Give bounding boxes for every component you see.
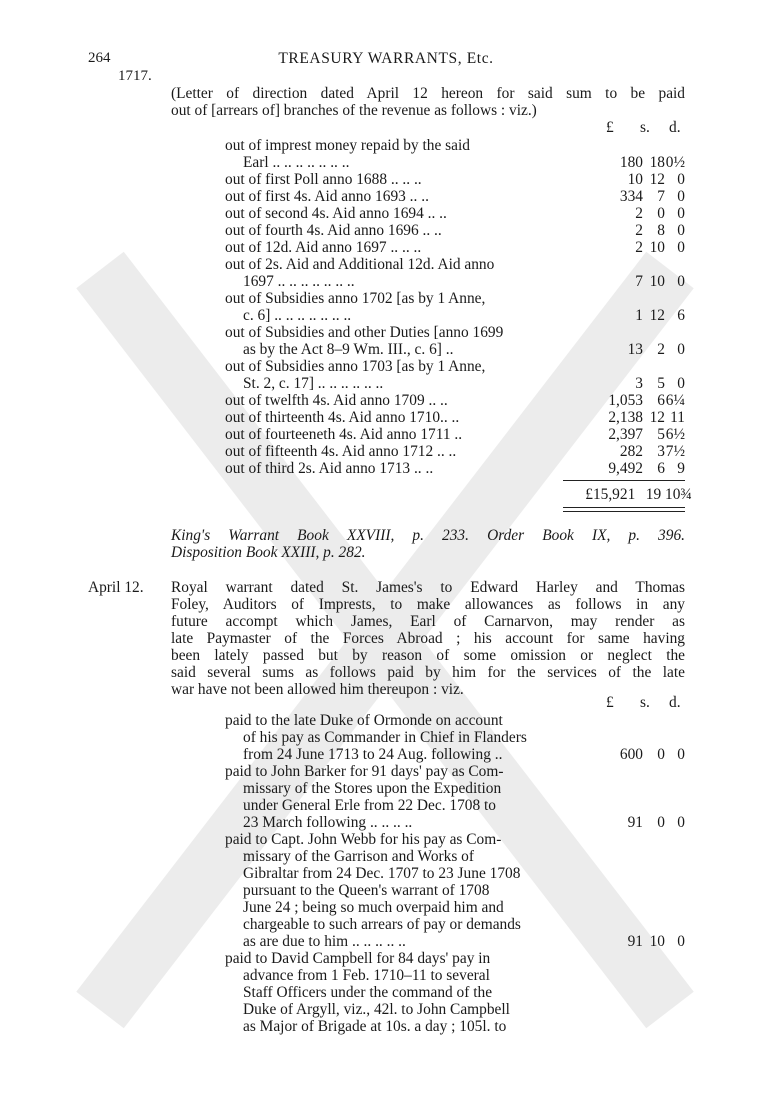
item-text: paid to the late Duke of Ormonde on account [225,712,503,729]
item-text: as Major of Brigade at 10s. a day ; 105l. to [243,1018,507,1035]
list-item-line [225,729,685,746]
reference-line: Disposition Book XXIII, p. 282. [171,544,366,561]
item-text: chargeable to such arrears of pay or demands [243,916,521,933]
item-text: out of second 4s. Aid anno 1694 .. .. [225,205,447,222]
year-margin: 1717. [118,68,152,84]
list-item-line [225,341,685,358]
item-text: Earl .. .. .. .. .. .. .. [243,154,350,171]
item-amount [595,375,685,392]
amount-pounds: 3 [635,375,643,392]
reference-line: King's Warrant Book XXVIII, p. 233. Order Book IX, p. 396. [171,527,685,544]
entry-date: April 12. [88,579,144,596]
item-text: out of first 4s. Aid anno 1693 .. .. [225,188,429,205]
amount-pence: 0 [677,814,685,831]
item-text: as are due to him .. .. .. .. .. [243,933,406,950]
item-text: missary of the Garrison and Works of [243,848,475,865]
list-item-line [225,712,685,729]
amount-shillings: 10 [649,933,665,950]
item-text: pursuant to the Queen's warrant of 1708 [243,882,490,899]
item-amount [595,814,685,831]
amount-pounds: 2,138 [608,409,643,426]
amount-pounds: 91 [627,814,643,831]
total-pence: 10¾ [665,486,692,503]
amount-pence: 0 [677,188,685,205]
amount-pounds: 2 [635,222,643,239]
amount-shillings: 0 [657,746,665,763]
amount-pounds: 10 [627,171,643,188]
amount-pence: 0½ [665,154,685,171]
amount-pence: 0 [677,222,685,239]
amount-shillings: 3 [657,443,665,460]
amount-pounds: 2 [635,239,643,256]
amount-shillings: 0 [657,205,665,222]
amount-pence: 0 [677,341,685,358]
entry-line: late Paymaster of the Forces Abroad ; his account for same having [171,630,685,647]
list-item-line [225,307,685,324]
pounds-header: £ [606,694,614,711]
amount-shillings: 10 [649,239,665,256]
total-amount [555,486,692,503]
item-text: of his pay as Commander in Chief in Flanders [243,729,527,746]
list-item-line [225,375,685,392]
shillings-header: s. [640,694,650,711]
amount-shillings: 0 [657,814,665,831]
list-item-line [225,137,685,154]
list-item-line [225,984,685,1001]
item-text: out of thirteenth 4s. Aid anno 1710.. .. [225,409,460,426]
allowance-list [225,712,685,1035]
list-item-line [225,1001,685,1018]
total-shillings: 19 [645,486,662,503]
amount-shillings: 2 [657,341,665,358]
entry-line: said several sums as follows paid by him for the services of the late [171,664,685,681]
list-item-line [225,933,685,950]
entry-line: future accompt which James, Earl of Carnarvon, may render as [171,613,685,630]
item-text: St. 2, c. 17] .. .. .. .. .. .. [243,375,384,392]
list-item-line [225,392,685,409]
total-row [225,486,692,503]
item-text: from 24 June 1713 to 24 Aug. following .. [243,746,503,763]
list-item-line [225,460,685,477]
item-text: out of fourteeneth 4s. Aid anno 1711 .. [225,426,463,443]
item-text: 1697 .. .. .. .. .. .. .. [243,273,355,290]
amount-shillings: 5 [657,375,665,392]
item-amount [595,341,685,358]
item-text: out of 2s. Aid and Additional 12d. Aid anno [225,256,495,273]
total-pounds: £15,921 [585,486,636,503]
amount-pence: 0 [677,933,685,950]
sum-rule [563,480,685,481]
list-item-line [225,205,685,222]
amount-pence: 0 [677,375,685,392]
item-text: out of imprest money repaid by the said [225,137,470,154]
amount-shillings: 12 [649,171,665,188]
intro-line: (Letter of direction dated April 12 hereon for said sum to be paid [171,85,685,102]
entry-line: Royal warrant dated St. James's to Edward Harley and Thomas [171,579,685,596]
amount-pounds: 2,397 [608,426,643,443]
amount-shillings: 18 [649,154,665,171]
item-amount [595,392,685,409]
shillings-header: s. [640,119,650,136]
item-text: Duke of Argyll, viz., 42l. to John Campbell [243,1001,510,1018]
allocation-list [225,137,685,477]
amount-pence: 0 [677,273,685,290]
item-amount [595,426,685,443]
item-amount [595,746,685,763]
list-item-line [225,154,685,171]
item-text: out of fourth 4s. Aid anno 1696 .. .. [225,222,442,239]
list-item-line [225,865,685,882]
list-item-line [225,882,685,899]
amount-shillings: 5 [657,426,665,443]
running-title: TREASURY WARRANTS, Etc. [278,50,494,67]
list-item-line [225,256,685,273]
pounds-header: £ [606,119,614,136]
amount-pounds: 282 [619,443,643,460]
amount-pounds: 7 [635,273,643,290]
item-amount [595,933,685,950]
amount-shillings: 7 [657,188,665,205]
list-item-line [225,899,685,916]
amount-shillings: 10 [649,273,665,290]
total-double-rule [563,507,685,512]
list-item-line [225,831,685,848]
amount-pounds: 1 [635,307,643,324]
list-item-line [225,848,685,865]
amount-pounds: 180 [619,154,643,171]
amount-pence: 0 [677,239,685,256]
amount-shillings: 8 [657,222,665,239]
list-item-line [225,916,685,933]
amount-pounds: 2 [635,205,643,222]
item-text: Staff Officers under the command of the [243,984,493,1001]
item-amount [595,222,685,239]
item-text: out of 12d. Aid anno 1697 .. .. .. [225,239,422,256]
item-amount [595,443,685,460]
item-amount [595,460,685,477]
amount-pounds: 1,053 [608,392,643,409]
page-number: 264 [88,50,111,66]
entry-line: Foley, Auditors of Imprests, to make allowances as follows in any [171,596,685,613]
entry-line: war have not been allowed him thereupon : viz. [171,681,464,698]
list-item-line [225,814,685,831]
amount-pounds: 13 [627,341,643,358]
list-item-line [225,763,685,780]
amount-pence: 11 [670,409,685,426]
item-text: c. 6] .. .. .. .. .. .. .. [243,307,352,324]
amount-pence: 0 [677,171,685,188]
pence-header: d. [669,119,681,136]
item-text: out of first Poll anno 1688 .. .. .. [225,171,422,188]
item-text: out of Subsidies and other Duties [anno 1699 [225,324,504,341]
item-text: Gibraltar from 24 Dec. 1707 to 23 June 1708 [243,865,521,882]
amount-pence: 0 [677,746,685,763]
list-item-line [225,780,685,797]
list-item-line [225,273,685,290]
item-text: 23 March following .. .. .. .. [243,814,413,831]
item-amount [595,154,685,171]
amount-pence: 6 [677,307,685,324]
entry-paragraph [171,579,685,698]
item-text: missary of the Stores upon the Expedition [243,780,502,797]
amount-shillings: 12 [649,307,665,324]
item-text: out of Subsidies anno 1702 [as by 1 Anne, [225,290,486,307]
item-text: June 24 ; being so much overpaid him and [243,899,504,916]
item-text: under General Erle from 22 Dec. 1708 to [243,797,496,814]
list-item-line [225,950,685,967]
item-text: out of fifteenth 4s. Aid anno 1712 .. .. [225,443,457,460]
item-text: out of twelfth 4s. Aid anno 1709 .. .. [225,392,448,409]
list-item-line [225,746,685,763]
amount-pounds: 600 [619,746,643,763]
item-text: advance from 1 Feb. 1710–11 to several [243,967,490,984]
pence-header: d. [669,694,681,711]
amount-shillings: 12 [649,409,665,426]
amount-pounds: 334 [619,188,643,205]
item-amount [595,307,685,324]
entry-line: been lately passed but by reason of some omission or neglect the [171,647,685,664]
item-amount [595,188,685,205]
list-item-line [225,1018,685,1035]
amount-pounds: 9,492 [608,460,643,477]
item-text: as by the Act 8–9 Wm. III., c. 6] .. [243,341,454,358]
amount-shillings: 6 [657,392,665,409]
list-item-line [225,426,685,443]
list-item-line [225,290,685,307]
list-item-line [225,967,685,984]
references [171,527,685,561]
item-text: out of Subsidies anno 1703 [as by 1 Anne, [225,358,486,375]
amount-pence: 7½ [665,443,685,460]
amount-shillings: 6 [657,460,665,477]
list-item-line [225,358,685,375]
list-item-line [225,409,685,426]
amount-pence: 9 [677,460,685,477]
item-text: paid to John Barker for 91 days' pay as Com- [225,763,504,780]
list-item-line [225,324,685,341]
list-item-line [225,239,685,256]
intro-line: out of [arrears of] branches of the revenue as follows : viz.) [171,102,537,119]
item-text: paid to Capt. John Webb for his pay as Com- [225,831,502,848]
amount-pence: 0 [677,205,685,222]
list-item-line [225,188,685,205]
list-item-line [225,222,685,239]
intro-paragraph [171,85,685,119]
list-item-line [225,443,685,460]
item-amount [595,205,685,222]
list-item-line [225,171,685,188]
item-text: out of third 2s. Aid anno 1713 .. .. [225,460,434,477]
item-amount [595,409,685,426]
amount-pence: 6½ [665,426,685,443]
item-amount [595,273,685,290]
item-text: paid to David Campbell for 84 days' pay in [225,950,491,967]
list-item-line [225,797,685,814]
item-amount [595,171,685,188]
amount-pounds: 91 [627,933,643,950]
amount-pence: 6¼ [665,392,685,409]
item-amount [595,239,685,256]
